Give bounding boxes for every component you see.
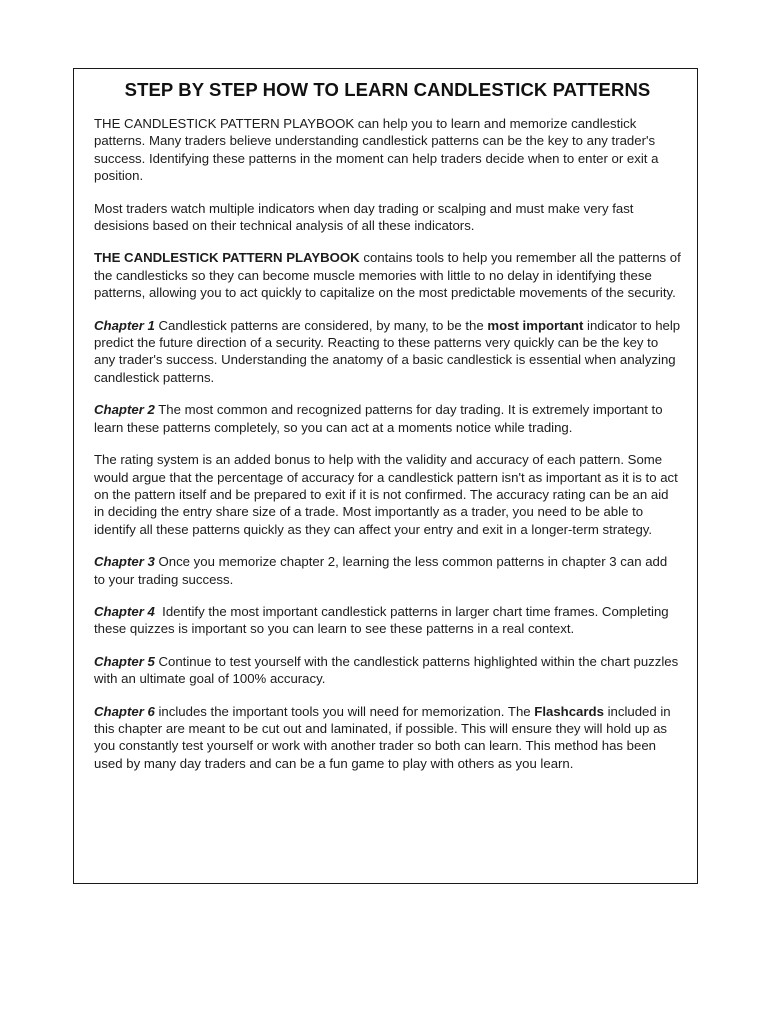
document-title: STEP BY STEP HOW TO LEARN CANDLESTICK PATTERNS [124, 79, 651, 100]
tools-text: contains tools to help you remember all the patterns of the candlesticks so they can become muscle memories with little to no delay in identifying these patterns, allowing you to act quickly to capitalize on the most predictable movements of the security. [94, 250, 681, 301]
chapter-3-text: Once you memorize chapter 2, learning the less common patterns in chapter 3 can add to your trading success. [94, 554, 668, 587]
chapter-2-text: The most common and recognized patterns for day trading. It is extremely important to learn these patterns completely, so you can act at a moments notice while trading. [94, 402, 663, 435]
intro-lead: THE CANDLESTICK PATTERN PLAYBOOK [94, 116, 355, 131]
chapter-1-emphasis: most important [487, 317, 584, 333]
chapter-1-text-b: indicator to help predict the future direction of a security. Reacting to these patterns very quickly can be the key to any trader's success. Understanding the anatomy of a basic candlestick is essential when analyzing candlestick patterns. [94, 317, 681, 385]
chapter-4-paragraph [94, 603, 681, 638]
chapter-5-label: Chapter 5 [94, 653, 155, 669]
chapter-2-label: Chapter 2 [94, 402, 155, 418]
chapter-5-paragraph [94, 653, 681, 688]
rating-paragraph: The rating system is an added bonus to help with the validity and accuracy of each pattern. Some would argue that the percentage of accuracy for a candlestick pattern isn't as important as it is to act on the pattern itself and be prepared to exit if it is not confirmed. The accuracy rating can be an aid in deciding the entry share size of a trade. Most importantly as a trader, you need to be able to identify all these patterns quickly as they can affect your entry and exit in a longer-term strategy. [94, 452, 678, 537]
tools-lead: THE CANDLESTICK PATTERN PLAYBOOK [94, 250, 360, 266]
chapter-3-paragraph [94, 553, 681, 588]
chapter-6-text-a: includes the important tools you will need for memorization. The [154, 703, 535, 719]
chapter-4-label: Chapter 4 [94, 603, 155, 619]
document-page [73, 68, 698, 884]
chapter-1-paragraph [94, 317, 681, 387]
chapter-3-label: Chapter 3 [94, 554, 155, 570]
chapter-5-text: Continue to test yourself with the candlestick patterns highlighted within the chart puzzles with an ultimate goal of 100% accuracy. [94, 653, 679, 687]
chapter-1-label: Chapter 1 [94, 317, 155, 333]
chapter-6-emphasis: Flashcards [534, 703, 604, 719]
intro-paragraph [94, 115, 681, 185]
intro-text: can help you to learn and memorize candlestick patterns. Many traders believe understanding candlestick patterns can be the key to any trader's success. Identifying these patterns in the moment can help traders decide when to enter or exit a position. [94, 116, 659, 184]
tools-paragraph [94, 249, 681, 301]
indicators-paragraph: Most traders watch multiple indicators when day trading or scalping and must make very fast desisions based on their technical analysis of all these indicators. [94, 200, 634, 234]
chapter-2-paragraph [94, 401, 681, 436]
chapter-6-text-b: included in this chapter are meant to be cut out and laminated, if possible. This will ensure they will hold up as you constantly test yourself or work with another trader so both can learn. This method has been used by many day traders and can be a fun game to play with others as you learn. [94, 703, 671, 771]
chapter-4-text: Identify the most important candlestick patterns in larger chart time frames. Completing these quizzes is important so you can learn to see these patterns in a real context. [94, 603, 673, 637]
chapter-1-text-a: Candlestick patterns are considered, by many, to be the [154, 317, 488, 333]
chapter-6-label: Chapter 6 [94, 703, 155, 719]
chapter-6-paragraph [94, 703, 681, 773]
